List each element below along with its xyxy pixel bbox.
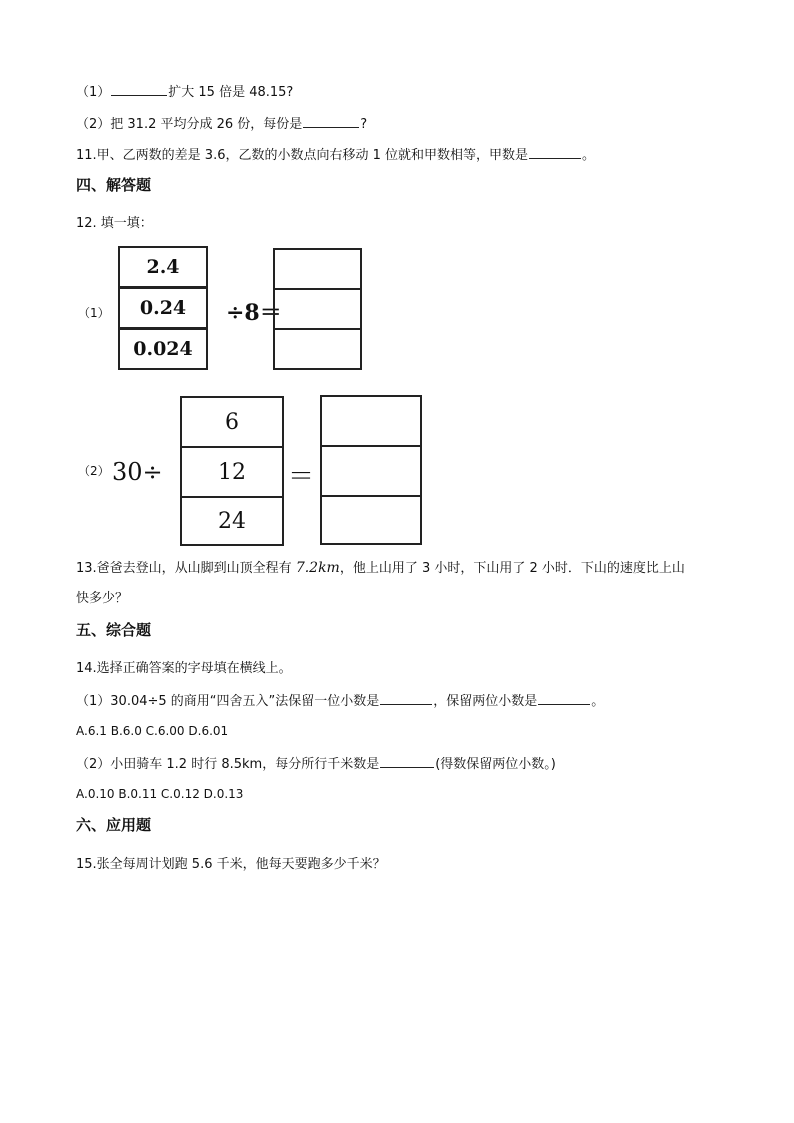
answer-blank[interactable] — [380, 755, 434, 768]
answer-box[interactable] — [273, 288, 362, 330]
value-box: 12 — [180, 446, 284, 498]
dividend-operator: 30÷ — [112, 458, 163, 486]
q12-title: 12. 填一填： — [76, 216, 153, 231]
answer-box[interactable] — [273, 248, 362, 290]
value-box: 0.024 — [118, 328, 208, 370]
q10-part2: （2）把 31.2 平均分成 26 份，每份是 ? — [76, 117, 368, 132]
q14-part1: （1）30.04÷5 的商用“四舍五入”法保留一位小数是 ，保留两位小数是 。 — [76, 694, 605, 709]
value-box: 24 — [180, 496, 284, 546]
q11: 11.甲、乙两数的差是 3.6，乙数的小数点向右移动 1 位就和甲数相等，甲数是 。 — [76, 148, 596, 163]
answer-box[interactable] — [320, 395, 422, 447]
value-box: 2.4 — [118, 246, 208, 288]
answer-box[interactable] — [273, 328, 362, 370]
section-heading-5: 五、综合题 — [76, 621, 152, 639]
equals-operator: ＝ — [288, 462, 315, 492]
q10-part1: （1） 扩大 15 倍是 48.15? — [76, 85, 294, 100]
q12-part2-label: （2） — [78, 464, 110, 478]
divide-operator: ÷8＝ — [226, 300, 282, 326]
section-heading-4: 四、解答题 — [76, 176, 152, 194]
q15: 15.张全每周计划跑 5.6 千米，他每天要跑多少千米？ — [76, 857, 386, 872]
q13-line2: 快多少？ — [76, 591, 129, 606]
q12-part1-label: （1） — [78, 306, 110, 320]
value-box: 0.24 — [118, 287, 208, 329]
answer-blank[interactable] — [538, 692, 590, 705]
q14-part2: （2）小田骑车 1.2 时行 8.5km，每分所行千米数是 (得数保留两位小数。) — [76, 757, 556, 772]
q14-part1-options: A.6.1 B.6.0 C.6.00 D.6.01 — [76, 724, 229, 738]
answer-blank[interactable] — [303, 115, 359, 128]
distance-value: 7.2km — [295, 560, 340, 576]
answer-blank[interactable] — [111, 83, 167, 96]
q13-line1: 13.爸爸去登山，从山脚到山顶全程有 7.2km，他上山用了 3 小时，下山用了 2 小时．下山的速度比上山 — [76, 560, 685, 576]
section-heading-6: 六、应用题 — [76, 816, 152, 834]
answer-blank[interactable] — [529, 146, 581, 159]
value-box: 6 — [180, 396, 284, 448]
answer-box[interactable] — [320, 495, 422, 545]
q14-title: 14.选择正确答案的字母填在横线上。 — [76, 661, 292, 676]
answer-blank[interactable] — [380, 692, 432, 705]
q14-part2-options: A.0.10 B.0.11 C.0.12 D.0.13 — [76, 787, 244, 801]
answer-box[interactable] — [320, 445, 422, 497]
